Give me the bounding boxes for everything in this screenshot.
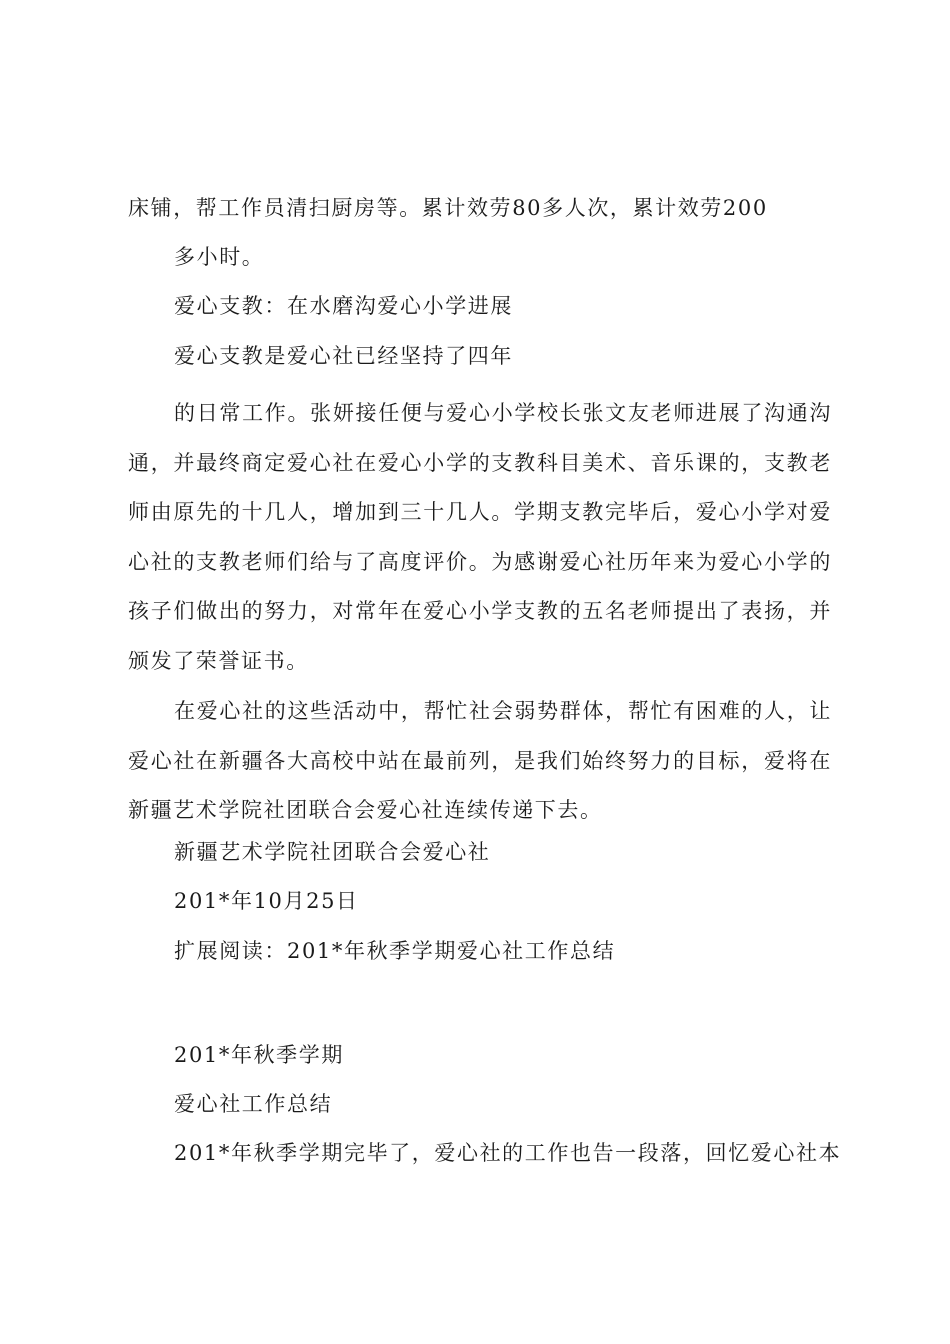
extended-reading-heading: 扩展阅读：201*年秋季学期爱心社工作总结 xyxy=(174,939,616,963)
report-title-line-1: 201*年秋季学期 xyxy=(174,1043,344,1067)
signature-organization: 新疆艺术学院社团联合会爱心社 xyxy=(174,840,491,864)
text-line: 201*年秋季学期完毕了，爱心社的工作也告一段落，回忆爱心社本 xyxy=(174,1141,842,1165)
signature-date: 201*年10月25日 xyxy=(174,889,359,913)
report-title-line-2: 爱心社工作总结 xyxy=(174,1092,333,1116)
text-line: 床铺，帮工作员清扫厨房等。累计效劳80多人次，累计效劳200 xyxy=(128,196,768,220)
section-heading: 爱心支教：在水磨沟爱心小学进展 xyxy=(174,294,513,318)
paragraph: 在爱心社的这些活动中，帮忙社会弱势群体，帮忙有困难的人，让爱心社在新疆各大高校中站在最前列，是我们始终努力的目标，爱将在新疆艺术学院社团联合会爱心社连续传递下去。 xyxy=(128,699,832,823)
paragraph: 的日常工作。张妍接任便与爱心小学校长张文友老师进展了沟通沟通，并最终商定爱心社在爱心小学的支教科目美术、音乐课的，支教老师由原先的十几人，增加到三十几人。学期支教完毕后，爱心小学对爱心社的支教老师们给与了高度评价。为感谢爱心社历年来为爱心小学的孩子们做出的努力，对常年在爱心小学支教的五名老师提出了表扬，并颁发了荣誉证书。 xyxy=(128,401,832,673)
text-line: 爱心支教是爱心社已经坚持了四年 xyxy=(174,344,513,368)
text-line: 多小时。 xyxy=(174,245,265,269)
